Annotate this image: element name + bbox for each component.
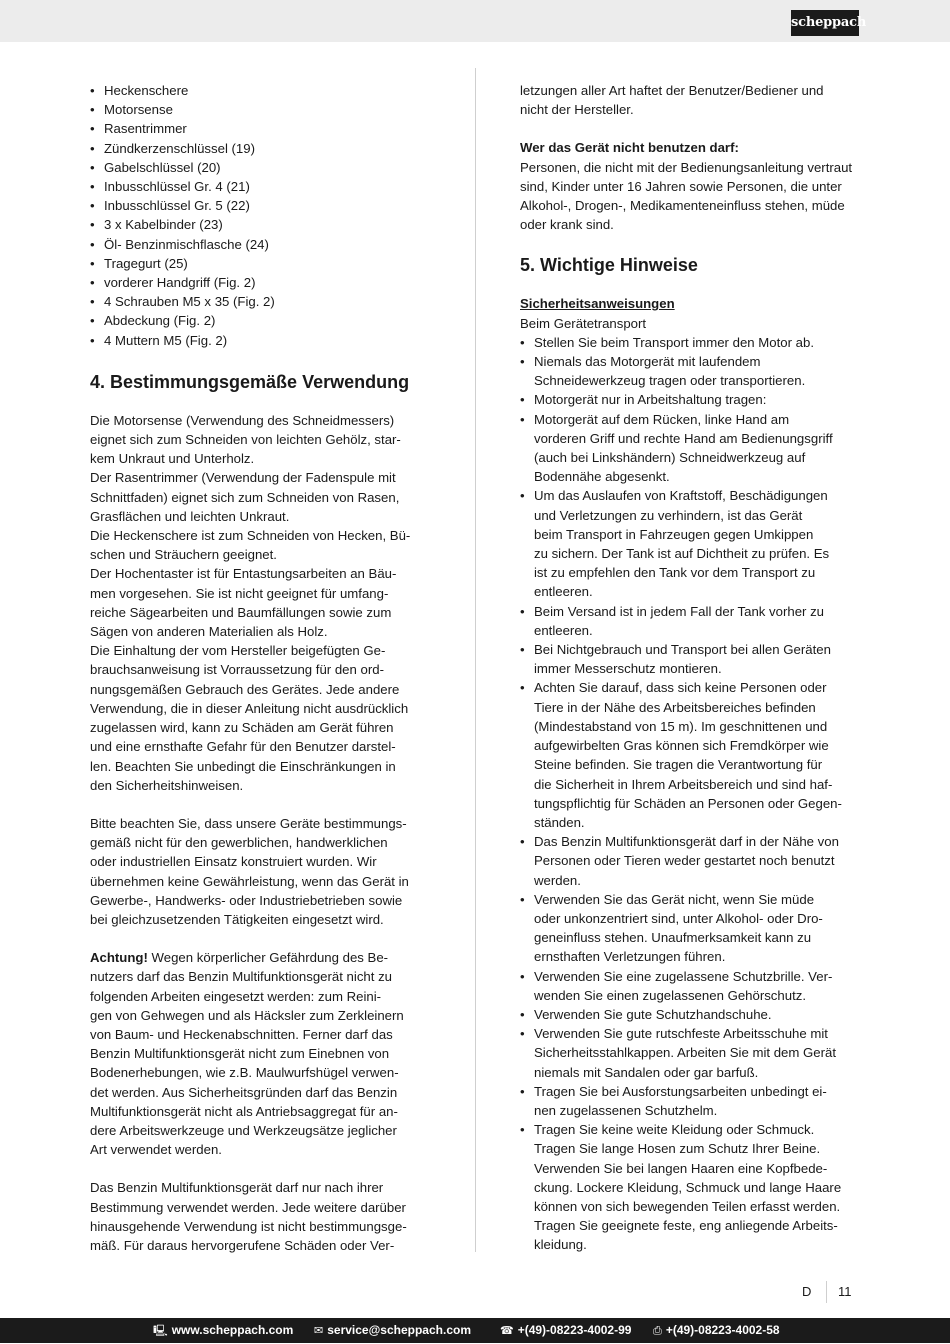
left-column <box>90 81 440 1255</box>
bullet-icon: • <box>90 275 95 291</box>
bullet-icon: • <box>520 1083 525 1099</box>
bullet-icon: • <box>520 334 525 350</box>
text-line: eignet sich zum Schneiden von leichten Gehölz, star- <box>90 432 401 448</box>
text-line: nutzers darf das Benzin Multifunktionsgerät nicht zu <box>90 969 393 985</box>
list-item: • Gabelschlüssel (20) <box>90 158 440 177</box>
text-line: von Baum- und Heckenabschnitten. Ferner darf das <box>90 1026 393 1042</box>
scheppach-logo: scheppach <box>791 10 859 36</box>
warning-paragraph <box>90 948 440 1159</box>
list-item: • Motorgerät nur in Arbeitshaltung tragen: <box>520 390 865 409</box>
bullet-icon: • <box>520 392 525 408</box>
text-line: oder industriellen Einsatz konstruiert wurden. Wir <box>90 854 377 870</box>
text-line: reiche Sägearbeiten und Baumfällungen sowie zum <box>90 604 392 620</box>
email-link[interactable]: ✉ service@scheppach.com <box>314 1323 471 1337</box>
list-item: • Tragen Sie keine weite Kleidung oder Schmuck. Tragen Sie lange Hosen zum Schutz Ihrer Beine. Verwenden Sie bei langen Haaren eine Kopfbede- ckung. Lockere Kleidung, Schmuck und lange Haare können von sich bewegenden Teilen erfasst werden. Tragen Sie geeignete feste, eng anliegende Arbeits- kleidung. <box>520 1122 842 1253</box>
bullet-icon: • <box>90 332 95 348</box>
list-item: • Niemals das Motorgerät mit laufendem Schneidewerkzeug tragen oder transportieren. <box>520 354 806 389</box>
list-item: • Rasentrimmer <box>90 119 440 138</box>
bullet-icon: • <box>520 354 525 370</box>
text-line: len. Beachten Sie unbedingt die Einschränkungen in <box>90 758 396 774</box>
bullet-icon: • <box>90 121 95 137</box>
right-column <box>520 81 865 1255</box>
phone-number: ☎ +(49)-08223-4002-99 <box>500 1323 632 1337</box>
list-item: • Heckenschere <box>90 81 440 100</box>
list-item: • 3 x Kabelbinder (23) <box>90 215 440 234</box>
text-line: Verwendung, die in dieser Anleitung nicht ausdrücklich <box>90 700 409 716</box>
text-line: Multifunktionsgerät nicht als Antriebsaggregat für an- <box>90 1103 398 1119</box>
who-may-not-use-paragraph <box>520 158 865 235</box>
text-line: Der Hochentaster ist für Entastungsarbeiten an Bäu- <box>90 566 397 582</box>
list-item: • Verwenden Sie gute Schutzhandschuhe. <box>520 1005 865 1024</box>
text-line: Die Heckenschere ist zum Schneiden von Hecken, Bü- <box>90 528 411 544</box>
text-line: Grasflächen und leichten Unkraut. <box>90 508 290 524</box>
fax-icon: ⎙ <box>653 1325 662 1337</box>
text-line: Bodenerhebungen, wie z.B. Maulwurfshügel verwen- <box>90 1065 399 1081</box>
list-item: • Abdeckung (Fig. 2) <box>90 311 440 330</box>
text-line: Art verwendet werden. <box>90 1142 222 1158</box>
text-line: Die Einhaltung der vom Hersteller beigefügten Ge- <box>90 643 386 659</box>
fax-number: ⎙ +(49)-08223-4002-58 <box>653 1323 780 1337</box>
text-line: letzungen aller Art haftet der Benutzer/Bediener und <box>520 83 824 98</box>
list-item: • Tragegurt (25) <box>90 254 440 273</box>
list-item: • Das Benzin Multifunktionsgerät darf in der Nähe von Personen oder Tieren weder gestartet noch benutzt werden. <box>520 834 839 888</box>
liability-paragraph <box>520 81 865 119</box>
page-footer-divider <box>826 1281 827 1303</box>
bullet-icon: • <box>90 198 95 214</box>
section-heading-4: 4. Bestimmungsgemäße Verwendung <box>90 371 410 392</box>
list-item: • Verwenden Sie gute rutschfeste Arbeitsschuhe mit Sicherheitsstahlkappen. Arbeiten Sie mit dem Gerät niemals mit Sandalen oder gar barfuß. <box>520 1026 837 1080</box>
text-line: Der Rasentrimmer (Verwendung der Fadenspule mit <box>90 470 396 486</box>
text-line: sind, Kinder unter 16 Jahren sowie Personen, die unter <box>520 178 842 194</box>
list-item: • Verwenden Sie eine zugelassene Schutzbrille. Ver- wenden Sie einen zugelassenen Gehörschutz. <box>520 968 833 1003</box>
bullet-icon: • <box>90 179 95 195</box>
bullet-icon: • <box>90 159 95 175</box>
column-divider <box>475 68 476 1252</box>
language-code: D <box>802 1284 812 1299</box>
list-item: • Stellen Sie beim Transport immer den Motor ab. <box>520 333 865 352</box>
list-item: • Um das Auslaufen von Kraftstoff, Beschädigungen und Verletzungen zu verhindern, ist das Gerät beim Transport in Fahrzeugen gegen Umkippen zu sichern. Der Tank ist auf Dichtheit zu prüfen. Es ist zu empfehlen den Tank vor dem Transport zu entleeren. <box>520 488 830 600</box>
bullet-icon: • <box>520 411 525 427</box>
bullet-icon: • <box>520 642 525 658</box>
bullet-icon: • <box>520 834 525 850</box>
text-line: Bestimmung verwendet werden. Jede weitere darüber <box>90 1199 406 1215</box>
text-line: schen und Sträuchern geeignet. <box>90 547 277 563</box>
text-line: kem Unkraut und Unterholz. <box>90 451 255 467</box>
page-number: 11 <box>838 1284 852 1299</box>
warning-first-line: Wegen körperlicher Gefährdung des Be- <box>147 950 389 966</box>
bullet-icon: • <box>520 680 525 696</box>
text-line: oder krank sind. <box>520 217 614 233</box>
text-line: hinausgehende Verwendung ist nicht bestimmungsge- <box>90 1218 407 1234</box>
commercial-use-paragraph <box>90 814 440 929</box>
bullet-icon: • <box>90 217 95 233</box>
text-line: übernehmen keine Gewährleistung, wenn das Gerät in <box>90 873 409 889</box>
text-line: brauchsanweisung ist Vorraussetzung für den ord- <box>90 662 384 678</box>
list-item: • Bei Nichtgebrauch und Transport bei allen Geräten immer Messerschutz montieren. <box>520 642 831 677</box>
text-line: gemäß nicht für den gewerblichen, handwerklichen <box>90 835 388 851</box>
text-line: den Sicherheitshinweisen. <box>90 777 244 793</box>
contact-footer <box>0 1318 950 1343</box>
safety-instructions-heading: Sicherheitsanweisungen <box>520 296 675 312</box>
text-line: Personen, die nicht mit der Bedienungsanleitung vertraut <box>520 159 853 175</box>
text-line: Alkohol-, Drogen-, Medikamenteneinfluss stehen, müde <box>520 198 845 214</box>
list-item: • Motorgerät auf dem Rücken, linke Hand am vorderen Griff und rechte Hand am Bedienungsgriff (auch bei Linkshändern) Schneidwerkzeug auf Bodennähe abgesenkt. <box>520 411 833 485</box>
list-item: • Achten Sie darauf, dass sich keine Personen oder Tiere in der Nähe des Arbeitsbereiches befinden (Mindestabstand von 15 m). Im geschnittenen und aufgewirbelten Gras können sich Fremdkörper wie Steine befinden. Sie tragen die Verantwortung für die Sicherheit in Ihrem Arbeitsbereich und sind haf- tungspflichtig für Schäden an Personen oder Gegen- ständen. <box>520 680 842 830</box>
bullet-icon: • <box>90 102 95 118</box>
text-line: mäß. Für daraus hervorgerufene Schäden oder Ver- <box>90 1237 395 1253</box>
bullet-icon: • <box>520 1026 525 1042</box>
text-line: Sägen von anderen Materialien als Holz. <box>90 624 328 640</box>
text-line: Benzin Multifunktionsgerät nicht zum Einebnen von <box>90 1046 390 1062</box>
list-item: • Beim Versand ist in jedem Fall der Tank vorher zu entleeren. <box>520 603 825 638</box>
text-line: Gewerbe-, Handwerks- oder Industriebetrieben sowie <box>90 892 403 908</box>
envelope-icon: ✉ <box>314 1325 324 1337</box>
text-line: Bitte beachten Sie, dass unsere Geräte bestimmungs- <box>90 815 407 831</box>
bullet-icon: • <box>90 255 95 271</box>
list-item: • Öl- Benzinmischflasche (24) <box>90 235 440 254</box>
text-line: nungsgemäßen Gebrauch des Gerätes. Jede andere <box>90 681 400 697</box>
text-line: Die Motorsense (Verwendung des Schneidmessers) <box>90 412 395 428</box>
text-line: det werden. Aus Sicherheitsgründen darf das Benzin <box>90 1084 398 1100</box>
usage-restriction-paragraph <box>90 1178 440 1255</box>
list-item: • Motorsense <box>90 100 440 119</box>
bullet-icon: • <box>90 294 95 310</box>
list-item: • Tragen Sie bei Ausforstungsarbeiten unbedingt ei- nen zugelassenen Schutzhelm. <box>520 1083 827 1118</box>
bullet-icon: • <box>90 313 95 329</box>
text-line: und eine ernsthafte Gefahr für den Benutzer darstel- <box>90 739 396 755</box>
text-line: folgenden Arbeiten eingesetzt werden: zum Reini- <box>90 988 382 1004</box>
warning-label: Achtung! <box>90 950 148 966</box>
text-line: Schnittfaden) eignet sich zum Schneiden von Rasen, <box>90 489 400 505</box>
bullet-icon: • <box>90 140 95 156</box>
bullet-icon: • <box>90 236 95 252</box>
text-line: Das Benzin Multifunktionsgerät darf nur nach ihrer <box>90 1180 384 1196</box>
intended-use-paragraph <box>90 411 440 795</box>
list-item: • Zündkerzenschlüssel (19) <box>90 139 440 158</box>
phone-icon: ☎ <box>500 1325 514 1337</box>
list-item: • Inbusschlüssel Gr. 5 (22) <box>90 196 440 215</box>
text-line: dere Arbeitswerkzeuge und Werkzeugsätze jeglicher <box>90 1122 397 1138</box>
bullet-icon: • <box>520 1006 525 1022</box>
safety-bullet-list <box>520 333 865 1255</box>
contents-list <box>90 81 440 350</box>
list-item: • 4 Muttern M5 (Fig. 2) <box>90 331 440 350</box>
section-heading-5: 5. Wichtige Hinweise <box>520 255 698 276</box>
list-item: • Inbusschlüssel Gr. 4 (21) <box>90 177 440 196</box>
bullet-icon: • <box>520 488 525 504</box>
text-line: nicht der Hersteller. <box>520 102 634 118</box>
text-line: gen von Gehwegen und als Häcksler zum Zerkleinern <box>90 1007 404 1023</box>
website-link[interactable]: 🖳 www.scheppach.com <box>153 1323 294 1337</box>
list-item: • Verwenden Sie das Gerät nicht, wenn Sie müde oder unkonzentriert sind, unter Alkohol- oder Dro- geneinfluss stehen. Unaufmerksamkeit kann zu ernsthaften Verletzungen führen. <box>520 891 823 965</box>
transport-subheading: Beim Gerätetransport <box>520 315 647 331</box>
computer-icon: 🖳 <box>153 1325 168 1337</box>
text-line: men vorgesehen. Sie ist nicht geeignet für umfang- <box>90 585 389 601</box>
header-bar <box>0 0 950 42</box>
list-item: • 4 Schrauben M5 x 35 (Fig. 2) <box>90 292 440 311</box>
text-line: zugelassen wird, kann zu Schäden am Gerät führen <box>90 720 394 736</box>
who-may-not-use-heading: Wer das Gerät nicht benutzen darf: <box>520 140 739 156</box>
list-item: • vorderer Handgriff (Fig. 2) <box>90 273 440 292</box>
bullet-icon: • <box>520 603 525 619</box>
bullet-icon: • <box>520 891 525 907</box>
bullet-icon: • <box>90 83 95 98</box>
bullet-icon: • <box>520 1122 525 1138</box>
bullet-icon: • <box>520 968 525 984</box>
text-line: bei gleichzusetzenden Tätigkeiten eingesetzt wird. <box>90 911 384 927</box>
